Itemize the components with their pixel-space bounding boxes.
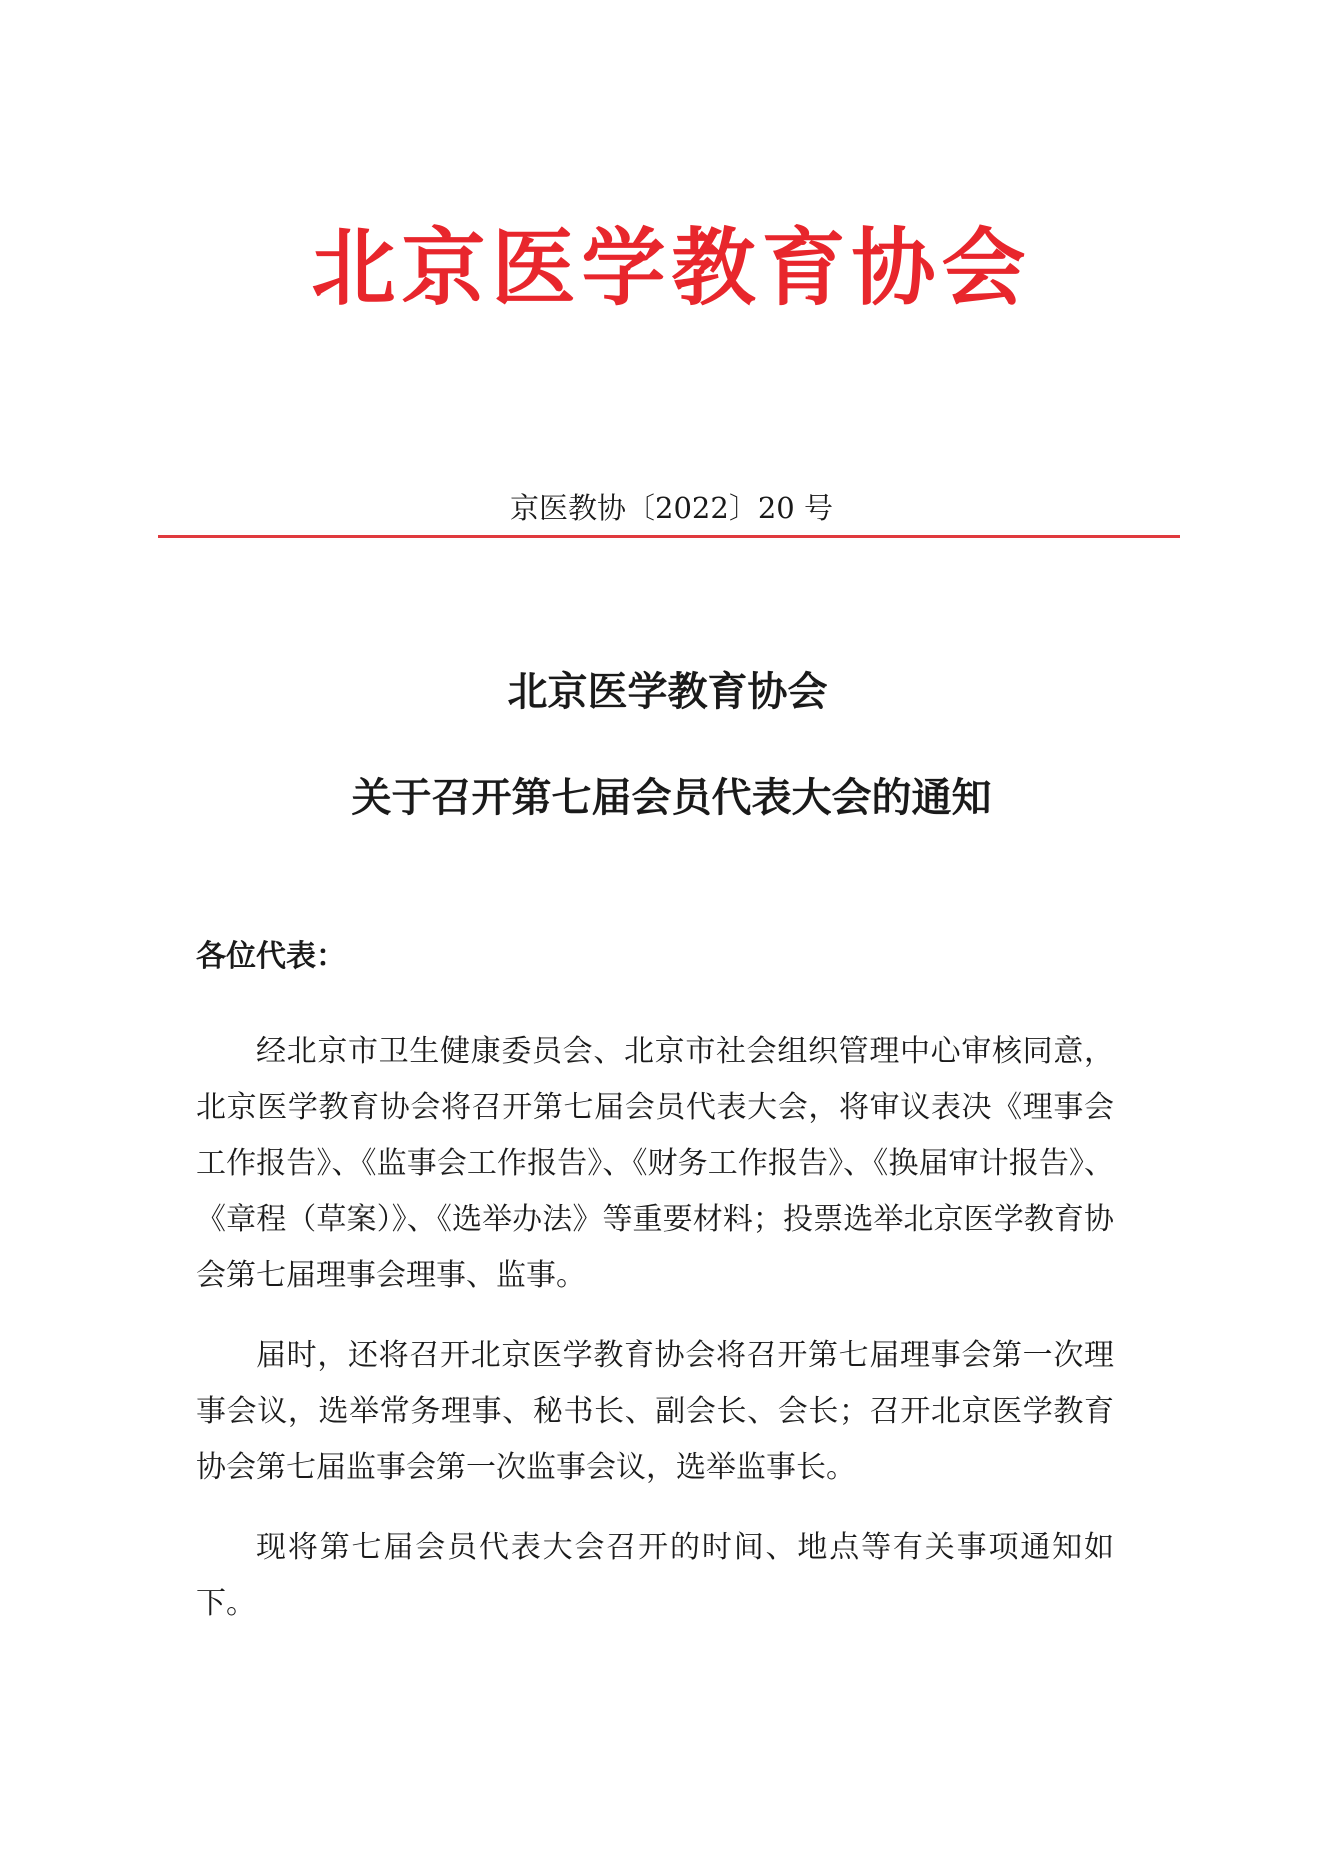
organization-header: 北京医学教育协会 [311, 218, 1032, 317]
document-title-line-1: 北京医学教育协会 [507, 669, 828, 715]
document-title-line-2: 关于召开第七届会员代表大会的通知 [351, 775, 992, 821]
body-paragraph-3: 现将第七届会员代表大会召开的时间、地点等有关事项通知如下。 [196, 1530, 1114, 1621]
document-number: 京医教协〔2022〕20 号 [510, 491, 833, 525]
body-paragraph-1: 经北京市卫生健康委员会、北京市社会组织管理中心审核同意，北京医学教育协会将召开第七届会员代表大会，将审议表决《理事会工作报告》、《监事会工作报告》、《财务工作报告》、《换届审计报告》、《章程（草案）》、《选举办法》等重要材料；投票选举北京医学教育协会第七届理事会理事、监事。 [196, 1034, 1114, 1293]
red-divider-line [158, 535, 1180, 538]
body-paragraph-2: 届时，还将召开北京医学教育协会将召开第七届理事会第一次理事会议，选举常务理事、秘书长、副会长、会长；召开北京医学教育协会第七届监事会第一次监事会议，选举监事长。 [196, 1338, 1114, 1485]
salutation: 各位代表： [196, 939, 346, 974]
